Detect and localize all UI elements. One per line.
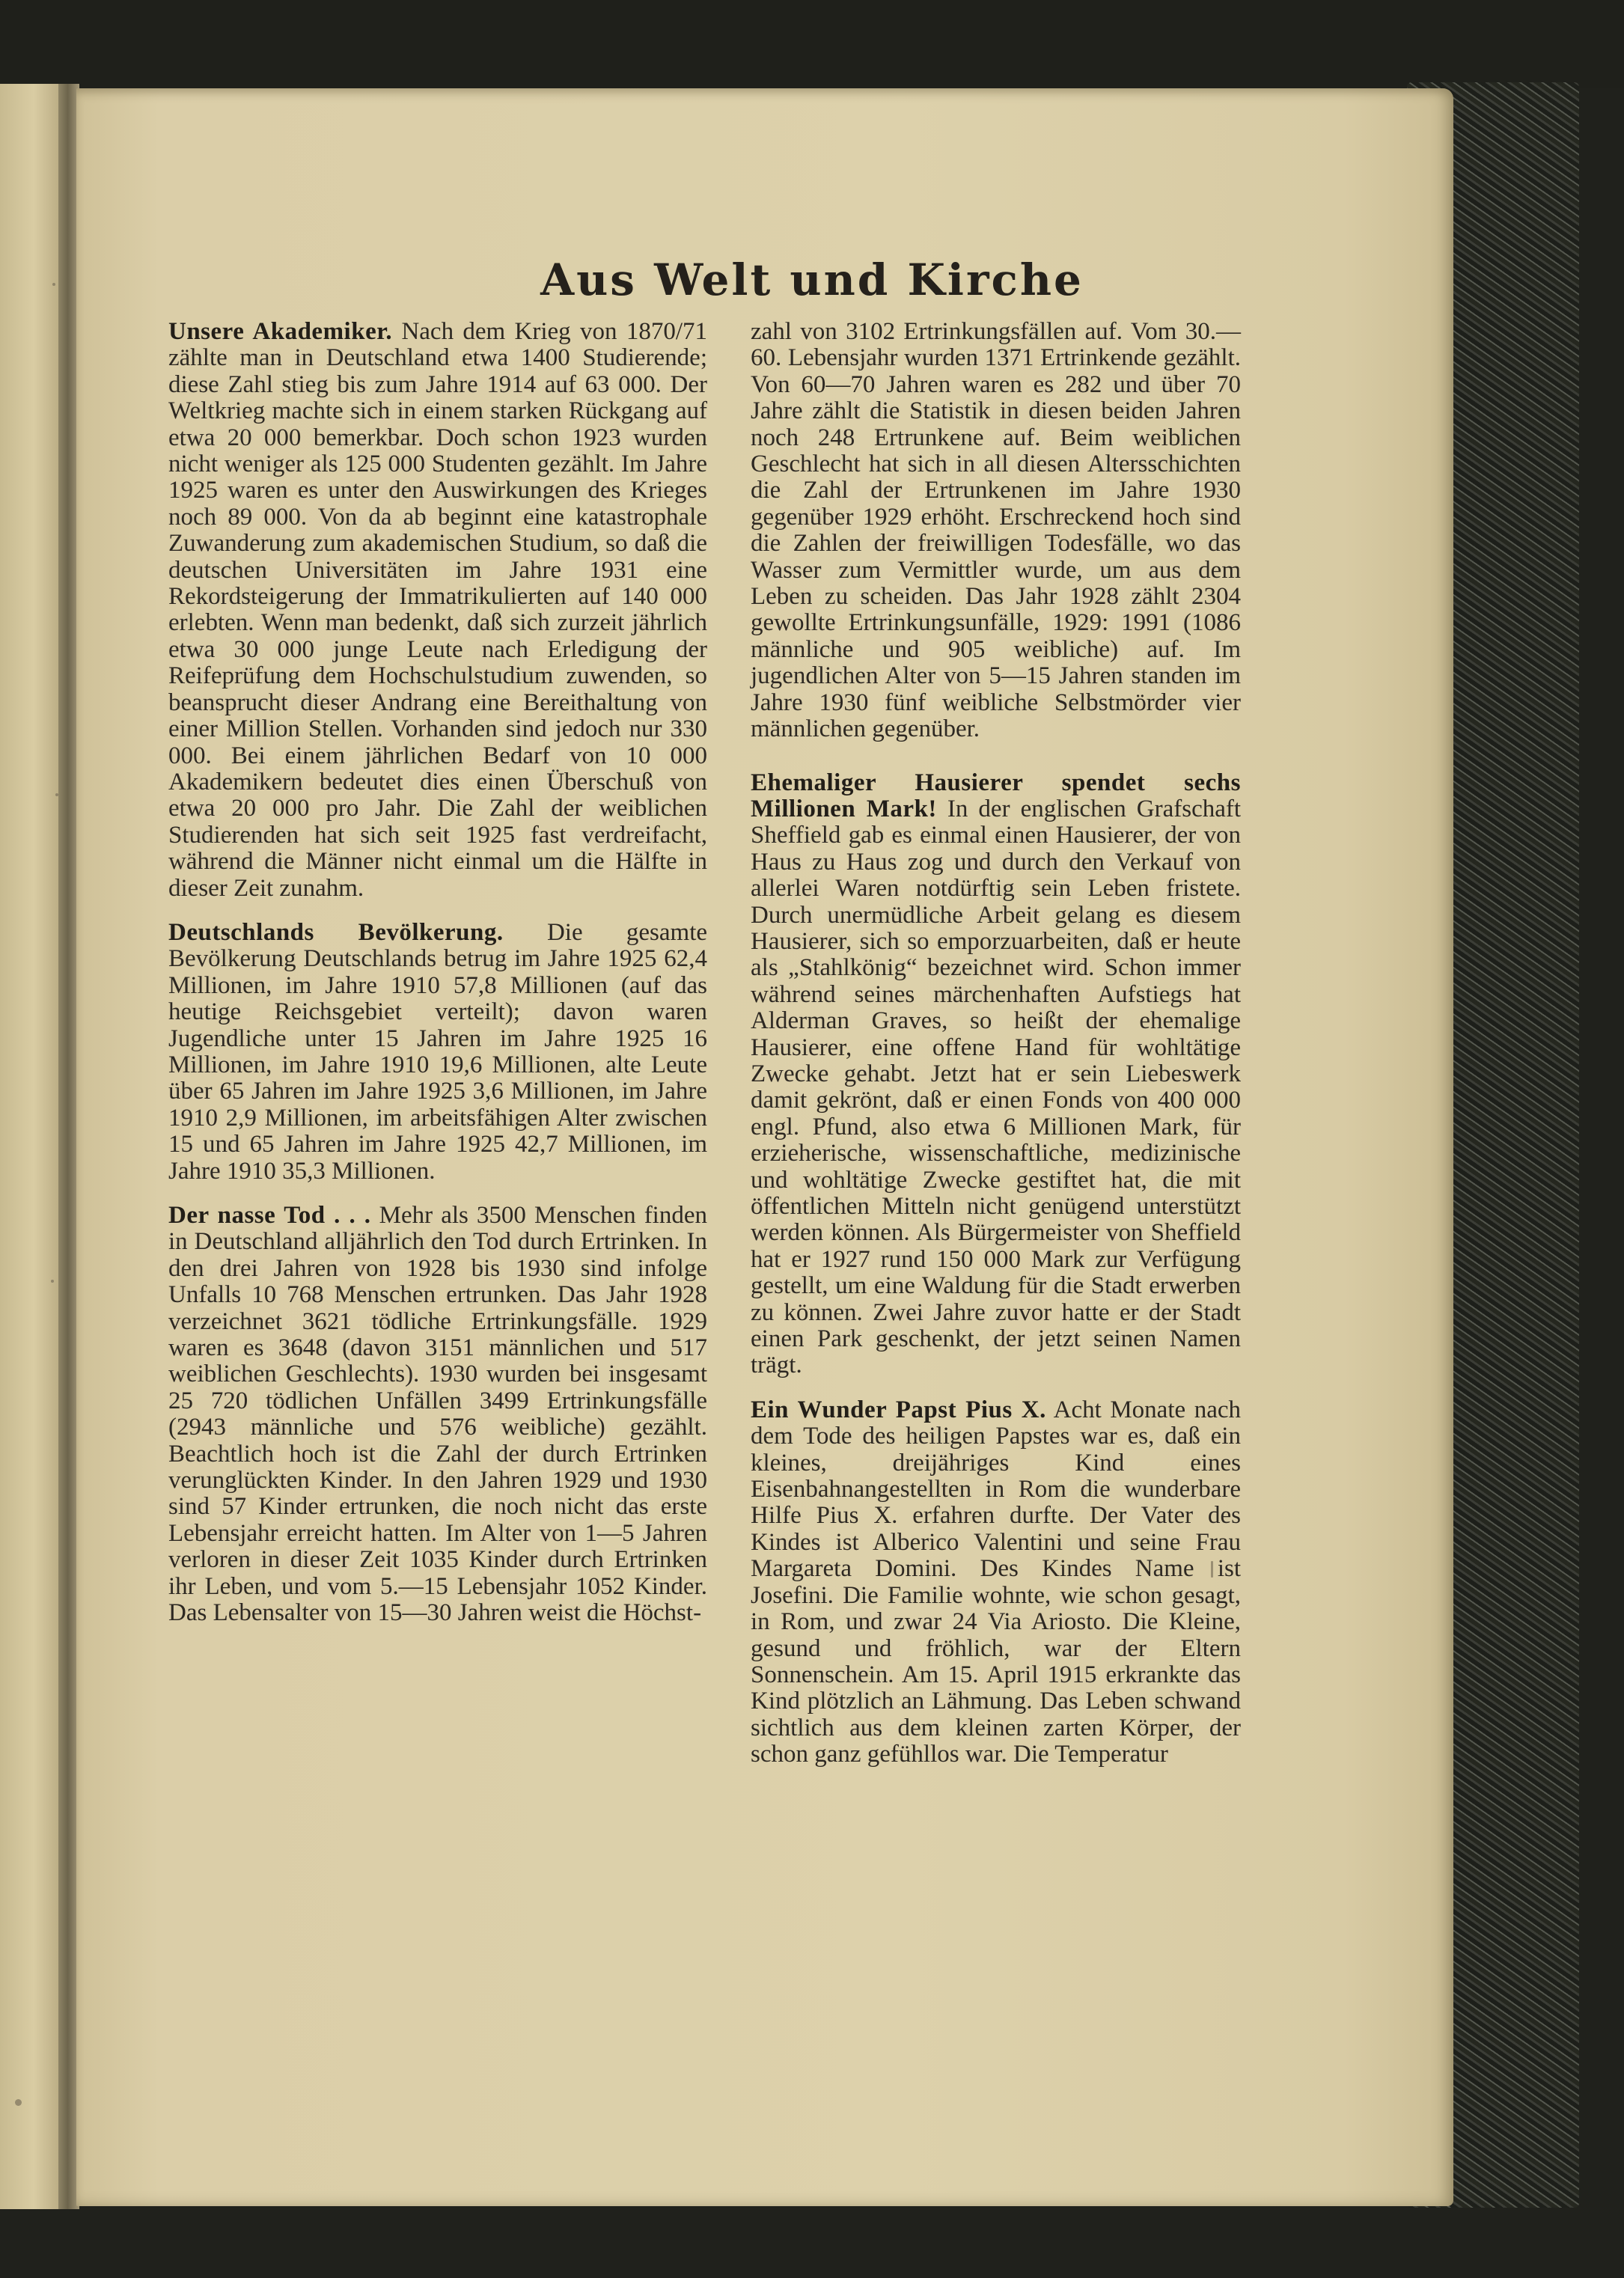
article-title: Deutschlands Bevölkerung. [168,918,504,946]
article-drowning-continued: zahl von 3102 Ertrinkungsfällen auf. Vom 30.—60. Lebensjahr wurden 1371 Ertrinkende gezählt. Von 60—70 Jahren waren es 282 und über 70 Jahre zählt die Statistik in diesen beiden Jahren noch 248 Ertrunkene auf. Beim weiblichen Geschlecht hat sich in all diesen Altersschichten die Zahl der Ertrunkenen im Jahre 1930 gegenüber 1929 erhöht. Erschreckend hoch sind die Zahlen der freiwilligen Todesfälle, wo das Wasser zum Vermittler wurde, um aus dem Leben zu scheiden. Das Jahr 1928 zählt 2304 gewollte Ertrinkungsunfälle, 1929: 1991 (1086 männliche und 905 weibliche) auf. Im jugendlichen Alter von 5—15 Jahren standen im Jahre 1930 fünf weibliche Selbstmörder vier männlichen gegenüber. [751,318,1241,743]
article-peddler [751,770,1241,1379]
article-text: Acht Monate nach dem Tode des heiligen Papstes war es, daß ein kleines, dreijähriges Kind eines Eisenbahnangestellten in Rom die wunderbare Hilfe Pius X. erfahren durfte. Der Vater des Kindes ist Alberico Valentini und seine Frau Margareta Domini. Des Kindes Name ist Josefini. Die Familie wohnte, wie schon gesagt, in Rom, und zwar 24 Via Ariosto. Die Kleine, gesund und fröhlich, war der Eltern Sonnenschein. Am 15. April 1915 erkrankte das Kind plötzlich an Lähmung. Das Leben schwand sichtlich aus dem kleinen zarten Körper, der schon ganz gefühllos war. Die Temperatur [751,1396,1242,1768]
left-column [168,319,707,1645]
article-text: Die gesamte Bevölkerung Deutschlands betrug im Jahre 1925 62,4 Millionen, im Jahre 1910 57,8 Millionen (auf das heutige Reichsgebiet verteilt); davon waren Jugendliche unter 15 Jahren im Jahre 1925 16 Millionen, im Jahre 1910 19,6 Millionen, alte Leute über 65 Jahren im Jahre 1925 3,6 Millionen, im Jahre 1910 2,9 Millionen, im arbeitsfähigen Alter zwischen 15 und 65 Jahren im Jahre 1925 42,7 Millionen, im Jahre 1910 35,3 Millionen. [168,918,708,1185]
page-heading: Aus Welt und Kirche [540,254,1084,305]
article-text: In der englischen Grafschaft Sheffield gab es einmal einen Hausierer, der von Haus zu Haus zog und durch den Verkauf von allerlei Waren notdürftig sein Leben fristete. Durch unermüdliche Arbeit gelang es diesem Hausierer, sich so emporzuarbeiten, daß er heute als „Stahlkönig“ bezeichnet wird. Schon immer während seines märchenhaften Aufstiegs hat Alderman Graves, so heißt der ehemalige Hausierer, eine offene Hand für wohltätige Zwecke gehabt. Jetzt hat er sein Liebeswerk damit gekrönt, daß er einen Fonds von 400 000 engl. Pfund, also etwa 6 Millionen Mark, für erzieherische, wissenschaftliche, medizinische und wohltätige Zwecke gestiftet hat, die mit öffentlichen Mitteln nicht genügend unterstützt werden können. Als Bürgermeister von Sheffield hat er 1927 rund 150 000 Mark zur Verfügung gestellt, um eine Waldung für die Stadt erwerben zu können. Zwei Jahre zuvor hatte er der Stadt einen Park geschenkt, der jetzt seinen Namen trägt. [751,795,1242,1379]
article-title: Ehemaliger Hausierer spendet sechs Millionen Mark! [751,769,1241,822]
article-drowning [168,1203,707,1627]
article-title: Unsere Akademiker. [168,318,393,345]
article-academics [168,319,707,902]
article-title: Ein Wunder Papst Pius X. [751,1396,1046,1423]
article-text: Nach dem Krieg von 1870/71 zählte man in Deutschland etwa 1400 Studierende; diese Zahl stieg bis zum Jahre 1914 auf 63 000. Der Weltkrieg machte sich in einem starken Rückgang auf etwa 20 000 bemerkbar. Doch schon 1923 wurden nicht weniger als 125 000 Studenten gezählt. Im Jahre 1925 waren es unter den Auswirkungen des Krieges noch 89 000. Von da ab beginnt eine katastrophale Zuwanderung zum akademischen Studium, so daß die deutschen Universitäten im Jahre 1931 eine Rekordsteigerung der Immatrikulierten auf 140 000 erlebten. Wenn man bedenkt, daß sich zurzeit jährlich etwa 30 000 junge Leute nach Erledigung der Reifeprüfung dem Hochschulstudium zuwenden, so beansprucht dieser Andrang eine Bereithaltung von einer Million Stellen. Vorhanden sind jedoch nur 330 000. Bei einem jährlichen Bedarf von 10 000 Akademikern bedeutet dies einen Überschuß von etwa 20 000 pro Jahr. Die Zahl der weiblichen Studierenden hat sich seit 1925 fast verdreifacht, während die Männer nicht einmal um die Hälfte in dieser Zeit zunahm. [168,318,708,902]
article-population [168,920,707,1185]
right-column [751,319,1241,1786]
article-pius-miracle [751,1397,1241,1768]
article-title: Der nasse Tod . . . [168,1202,371,1229]
article-text: Mehr als 3500 Menschen finden in Deutschland alljährlich den Tod durch Ertrinken. In den drei Jahren von 1928 bis 1930 sind infolge Unfalls 10 768 Menschen ertrunken. Das Jahr 1928 verzeichnet 3621 tödliche Ertrinkungsfälle. 1929 waren es 3648 (davon 3151 männlichen und 517 weiblichen Geschlechts). 1930 wurden bei insgesamt 25 720 tödlichen Unfällen 3499 Ertrinkungsfälle (2943 männliche und 576 weibliche) gezählt. Beachtlich hoch ist die Zahl der durch Ertrinken verunglückten Kinder. In den Jahren 1929 und 1930 sind 57 Kinder ertrunken, die noch nicht das erste Lebensjahr erreicht hatten. Im Alter von 1—5 Jahren verloren in dieser Zeit 1035 Kinder durch Ertrinken ihr Leben, und vom 5.—15 Lebensjahr 1052 Kinder. Das Lebensalter von 15—30 Jahren weist die Höchst- [168,1202,707,1627]
